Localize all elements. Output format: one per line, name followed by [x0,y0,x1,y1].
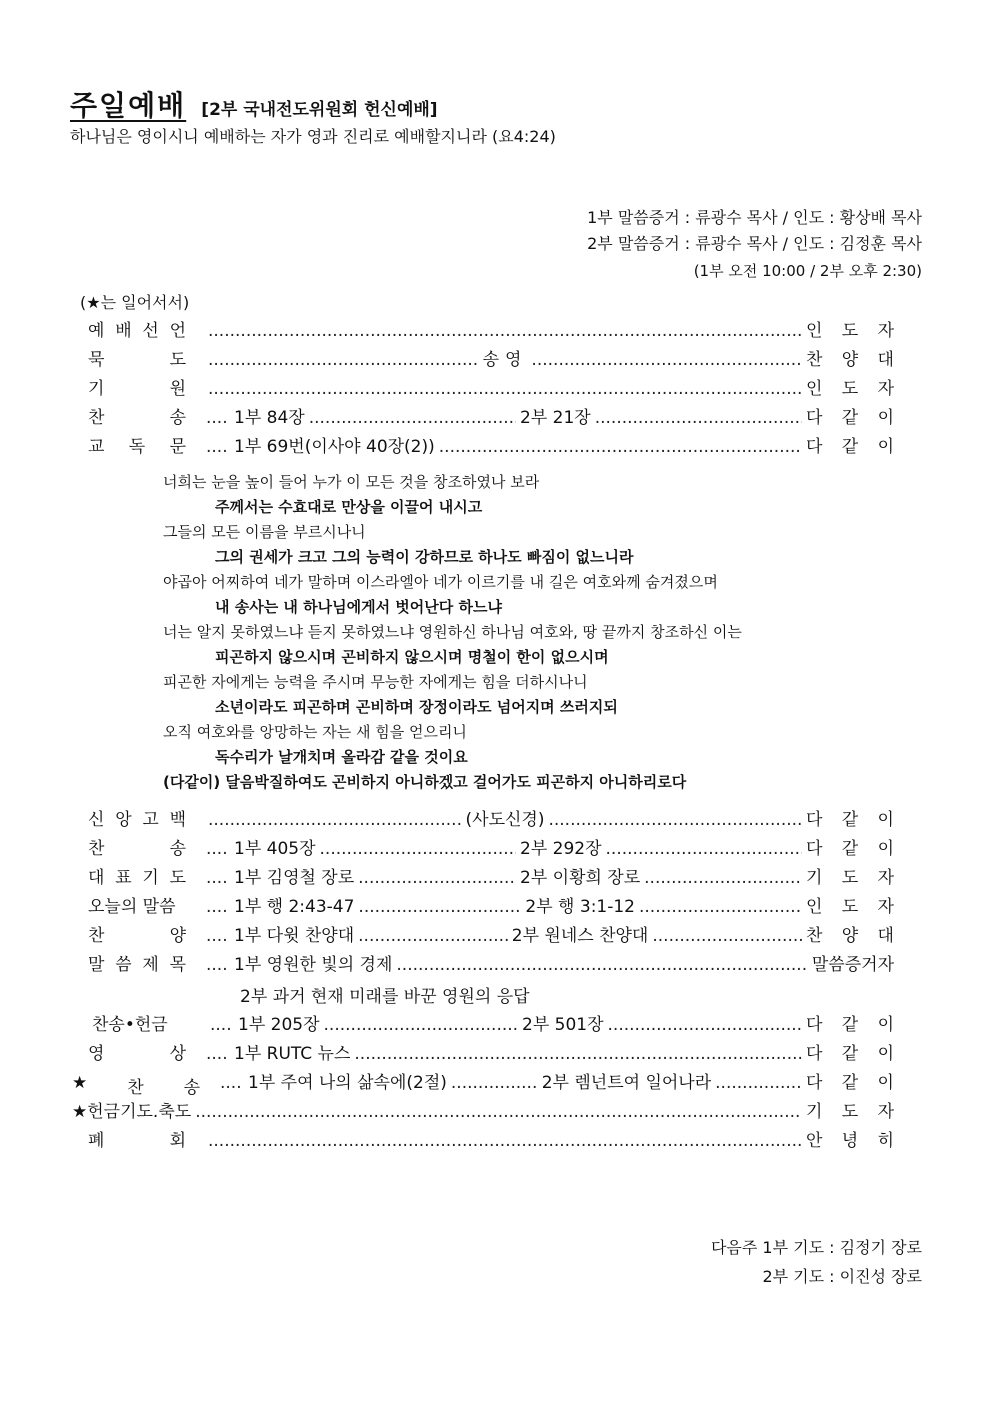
standing-legend: (★는 일어서서) [80,293,190,312]
sermon-title-part2: 2부 과거 현재 미래를 바꾼 영원의 응답 [240,987,530,1007]
reading-line-12: 독수리가 날개치며 올라감 같을 것이요 [215,748,468,766]
order-row-call [88,316,894,342]
order-part1: 1부 205장 [238,1015,320,1035]
next-week-prayer-1: 다음주 1부 기도 : 김정기 장로 [710,1238,922,1257]
order-row-prayer [88,863,894,889]
order-row-benediction [72,1097,894,1123]
order-row-sermon [88,950,894,976]
order-row-invocation [88,374,894,400]
order-role: 다 같 이 [805,1073,894,1093]
order-part1: 1부 영원한 빛의 경제 [234,955,393,975]
order-row-offering [88,1010,894,1036]
order-label: 기 원 [88,379,186,399]
reading-line-1: 너희는 눈을 높이 들어 누가 이 모든 것을 창조하였나 보라 [163,473,540,491]
preacher-line-2: 2부 말씀증거 : 류광수 목사 / 인도 : 김정훈 목사 [587,234,922,253]
order-part1: 1부 69번(이사야 40장(2)) [234,437,435,457]
order-row-creed [88,805,894,831]
order-row-closing [88,1126,894,1152]
order-row-anthem [88,921,894,947]
order-label: 찬송•헌금 [92,1015,168,1035]
reading-line-13: (다같이) 달음박질하여도 곤비하지 아니하겠고 걸어가도 피곤하지 아니하리로다 [163,773,687,791]
order-row-silent-prayer [88,345,894,371]
order-row-hymn-3 [72,1068,894,1098]
order-role: 다 같 이 [806,839,894,859]
order-label: 대 표 기 도 [88,868,186,888]
order-label: 묵 도 [88,350,186,370]
next-week-prayer-2: 2부 기도 : 이진성 장로 [762,1267,922,1286]
order-part1: 1부 다윗 찬양대 [234,926,355,946]
order-row-hymn-2 [88,834,894,860]
page-title: 주일예배 [70,89,187,122]
order-role: 다 같 이 [806,408,894,428]
reading-line-8: 피곤하지 않으시며 곤비하지 않으시며 명철이 한이 없으시며 [215,648,609,666]
reading-line-10: 소년이라도 피곤하며 곤비하며 장정이라도 넘어지며 쓰러지되 [215,698,618,716]
order-part1: 1부 김영철 장로 [234,868,355,888]
order-row-scripture [88,892,894,918]
order-role: 기 도 자 [806,1102,894,1122]
order-part1: 1부 RUTC 뉴스 [234,1044,351,1064]
order-part2: 2부 원네스 찬양대 [511,926,649,946]
order-label: 폐 회 [88,1131,186,1151]
title-line [70,84,438,124]
order-label: 말 씀 제 목 [88,955,186,975]
order-part1: 1부 405장 [234,839,316,859]
page-subtitle: [2부 국내전도위원회 헌신예배] [201,100,438,120]
order-label: ★헌금기도.축도 [72,1102,192,1122]
order-role: 다 같 이 [806,437,894,457]
preacher-line-1: 1부 말씀증거 : 류광수 목사 / 인도 : 황상배 목사 [587,208,922,227]
theme-verse: 하나님은 영이시니 예배하는 자가 영과 진리로 예배할지니라 (요4:24) [70,127,556,146]
order-part2: 2부 292장 [520,839,602,859]
order-part1: 1부 행 2:43-47 [234,897,355,917]
order-label: 신 앙 고 백 [88,810,186,830]
order-role: 인 도 자 [806,379,894,399]
order-role: 다 같 이 [806,1044,894,1064]
order-role: 찬 양 대 [805,350,894,370]
reading-line-11: 오직 여호와를 앙망하는 자는 새 힘을 얻으리니 [163,723,467,741]
order-label: ★ 찬 송 [72,1073,200,1098]
order-part1: 1부 주여 나의 삶속에(2절) [248,1073,447,1093]
order-part2: 2부 501장 [522,1015,604,1035]
reading-line-5: 야곱아 어찌하여 네가 말하며 이스라엘아 네가 이르기를 내 길은 여호와께 숨겨졌으며 [163,573,718,591]
order-role: 안 녕 히 [806,1131,894,1151]
order-role: 찬 양 대 [805,926,894,946]
order-label: 찬 양 [88,926,186,946]
order-mid-text: 송영 [482,350,528,370]
order-label: 찬 송 [88,839,186,859]
order-part2: 2부 21장 [520,408,591,428]
order-part2: 2부 행 3:1-12 [525,897,635,917]
order-role: 인 도 자 [805,897,894,917]
order-role: 다 같 이 [805,810,894,830]
reading-line-6: 내 송사는 내 하나님에게서 벗어난다 하느냐 [215,598,502,616]
order-part2: 2부 이황희 장로 [520,868,641,888]
order-row-hymn-1 [88,403,894,429]
order-label: 영 상 [88,1044,186,1064]
order-label: 찬 송 [88,408,186,428]
order-part2: 2부 렘넌트여 일어나라 [541,1073,712,1093]
order-label: 예 배 선 언 [88,321,186,341]
order-role: 인 도 자 [806,321,894,341]
reading-line-2: 주께서는 수효대로 만상을 이끌어 내시고 [215,498,483,516]
order-role: 기 도 자 [806,868,894,888]
order-label: 교 독 문 [88,437,186,457]
reading-line-3: 그들의 모든 이름을 부르시나니 [163,523,366,541]
order-mid-text: (사도신경) [465,810,545,830]
reading-line-9: 피곤한 자에게는 능력을 주시며 무능한 자에게는 힘을 더하시나니 [163,673,588,691]
order-part1: 1부 84장 [234,408,305,428]
service-times: (1부 오전 10:00 / 2부 오후 2:30) [693,262,922,280]
order-role-text: 말씀증거자 [811,955,894,975]
order-role: 다 같 이 [806,1015,894,1035]
reading-line-4: 그의 권세가 크고 그의 능력이 강하므로 하나도 빠짐이 없느니라 [215,548,634,566]
order-label: 오늘의 말씀 [88,897,176,917]
order-row-responsive-reading [88,432,894,458]
reading-line-7: 너는 알지 못하였느냐 듣지 못하였느냐 영원하신 하나님 여호와, 땅 끝까지 창조하신 이는 [163,623,742,641]
order-row-video [88,1039,894,1065]
